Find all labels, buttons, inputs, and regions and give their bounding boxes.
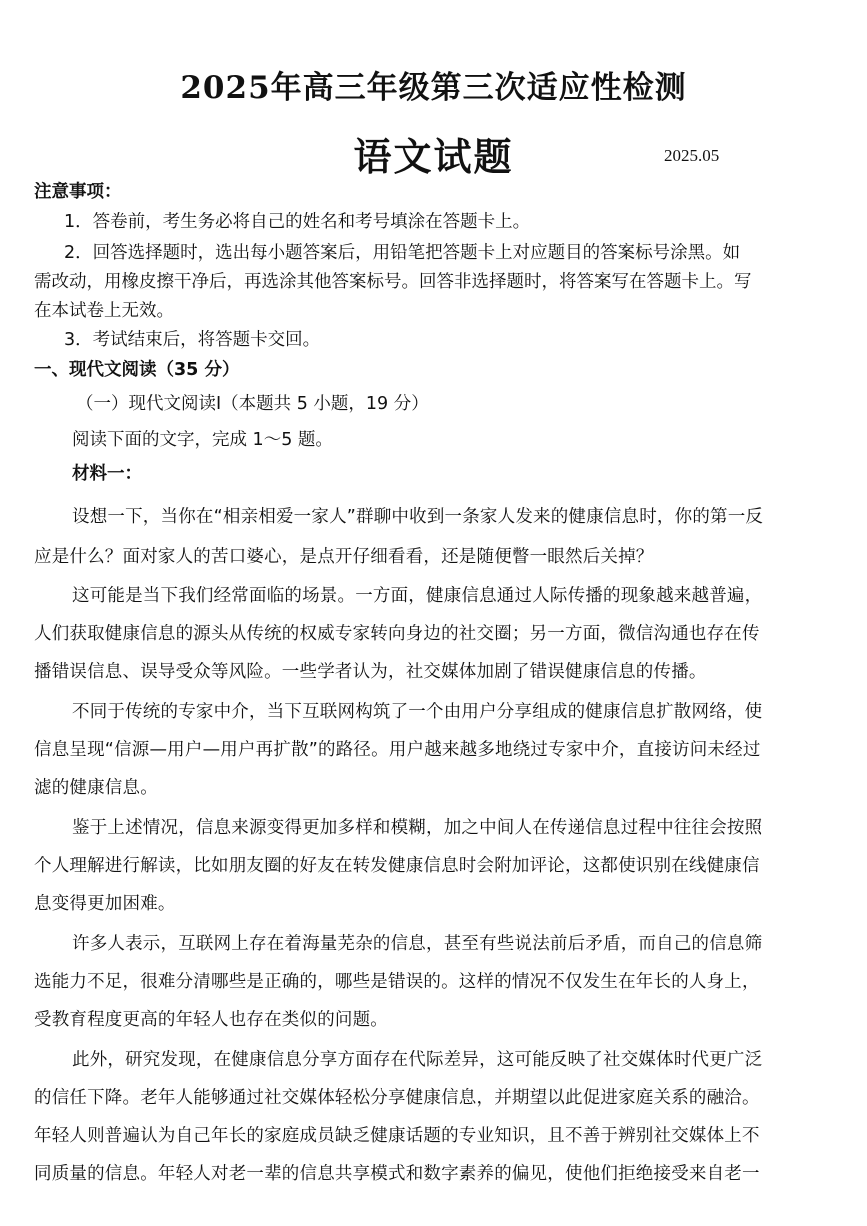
- notes-item-1: 1．答卷前，考生务必将自己的姓名和考号填涂在答题卡上。: [64, 212, 531, 232]
- notes-heading: 注意事项：: [34, 182, 122, 202]
- passage-line: 应是什么？面对家人的苦口婆心，是点开仔细看看，还是随便瞥一眼然后关掉？: [34, 547, 654, 567]
- passage-line: 这可能是当下我们经常面临的场景。一方面，健康信息通过人际传播的现象越来越普遍，: [72, 586, 763, 606]
- exam-title: 2025年高三年级第三次适应性检测: [180, 70, 687, 106]
- passage-line: 信息呈现“信源—用户—用户再扩散”的路径。用户越来越多地绕过专家中介，直接访问未经过: [34, 740, 761, 760]
- notes-item-2-line-1: 2．回答选择题时，选出每小题答案后，用铅笔把答题卡上对应题目的答案标号涂黑。如: [64, 243, 741, 263]
- passage-line: 不同于传统的专家中介，当下互联网构筑了一个由用户分享组成的健康信息扩散网络，使: [72, 702, 763, 722]
- exam-date: 2025.05: [664, 146, 720, 165]
- notes-item-2-line-2: 需改动，用橡皮擦干净后，再选涂其他答案标号。回答非选择题时，将答案写在答题卡上。写: [34, 272, 752, 292]
- notes-item-2-line-3: 在本试卷上无效。: [34, 301, 174, 321]
- passage-line: 此外，研究发现，在健康信息分享方面存在代际差异，这可能反映了社交媒体时代更广泛: [72, 1050, 763, 1070]
- exam-subtitle: 语文试题: [353, 134, 514, 179]
- passage-line: 鉴于上述情况，信息来源变得更加多样和模糊，加之中间人在传递信息过程中往往会按照: [72, 818, 763, 838]
- passage-line: 选能力不足，很难分清哪些是正确的，哪些是错误的。这样的情况不仅发生在年长的人身上，: [34, 972, 760, 992]
- material-label: 材料一：: [72, 464, 142, 484]
- passage-line: 人们获取健康信息的源头从传统的权威专家转向身边的社交圈；另一方面，微信沟通也存在传: [34, 624, 760, 644]
- section-instruction: 阅读下面的文字，完成 1～5 题。: [72, 430, 333, 450]
- section-subheading: （一）现代文阅读Ⅰ（本题共 5 小题，19 分）: [76, 394, 429, 414]
- passage-line: 的信任下降。老年人能够通过社交媒体轻松分享健康信息，并期望以此促进家庭关系的融洽。: [34, 1088, 760, 1108]
- passage-line: 个人理解进行解读，比如朋友圈的好友在转发健康信息时会附加评论，这都使识别在线健康信: [34, 856, 760, 876]
- passage-line: 息变得更加困难。: [34, 894, 176, 914]
- passage-line: 设想一下，当你在“相亲相爱一家人”群聊中收到一条家人发来的健康信息时，你的第一反: [72, 507, 764, 527]
- passage-line: 播错误信息、误导受众等风险。一些学者认为，社交媒体加剧了错误健康信息的传播。: [34, 662, 707, 682]
- passage-line: 受教育程度更高的年轻人也存在类似的问题。: [34, 1010, 388, 1030]
- section-heading: 一、现代文阅读（35 分）: [34, 360, 240, 380]
- notes-item-3: 3．考试结束后，将答题卡交回。: [64, 330, 321, 350]
- passage-line: 许多人表示，互联网上存在着海量芜杂的信息，甚至有些说法前后矛盾，而自己的信息筛: [72, 934, 763, 954]
- passage-line: 同质量的信息。年轻人对老一辈的信息共享模式和数字素养的偏见，使他们拒绝接受来自老一: [34, 1164, 760, 1184]
- passage-line: 滤的健康信息。: [34, 778, 158, 798]
- passage-line: 年轻人则普遍认为自己年长的家庭成员缺乏健康话题的专业知识，且不善于辨别社交媒体上不: [34, 1126, 760, 1146]
